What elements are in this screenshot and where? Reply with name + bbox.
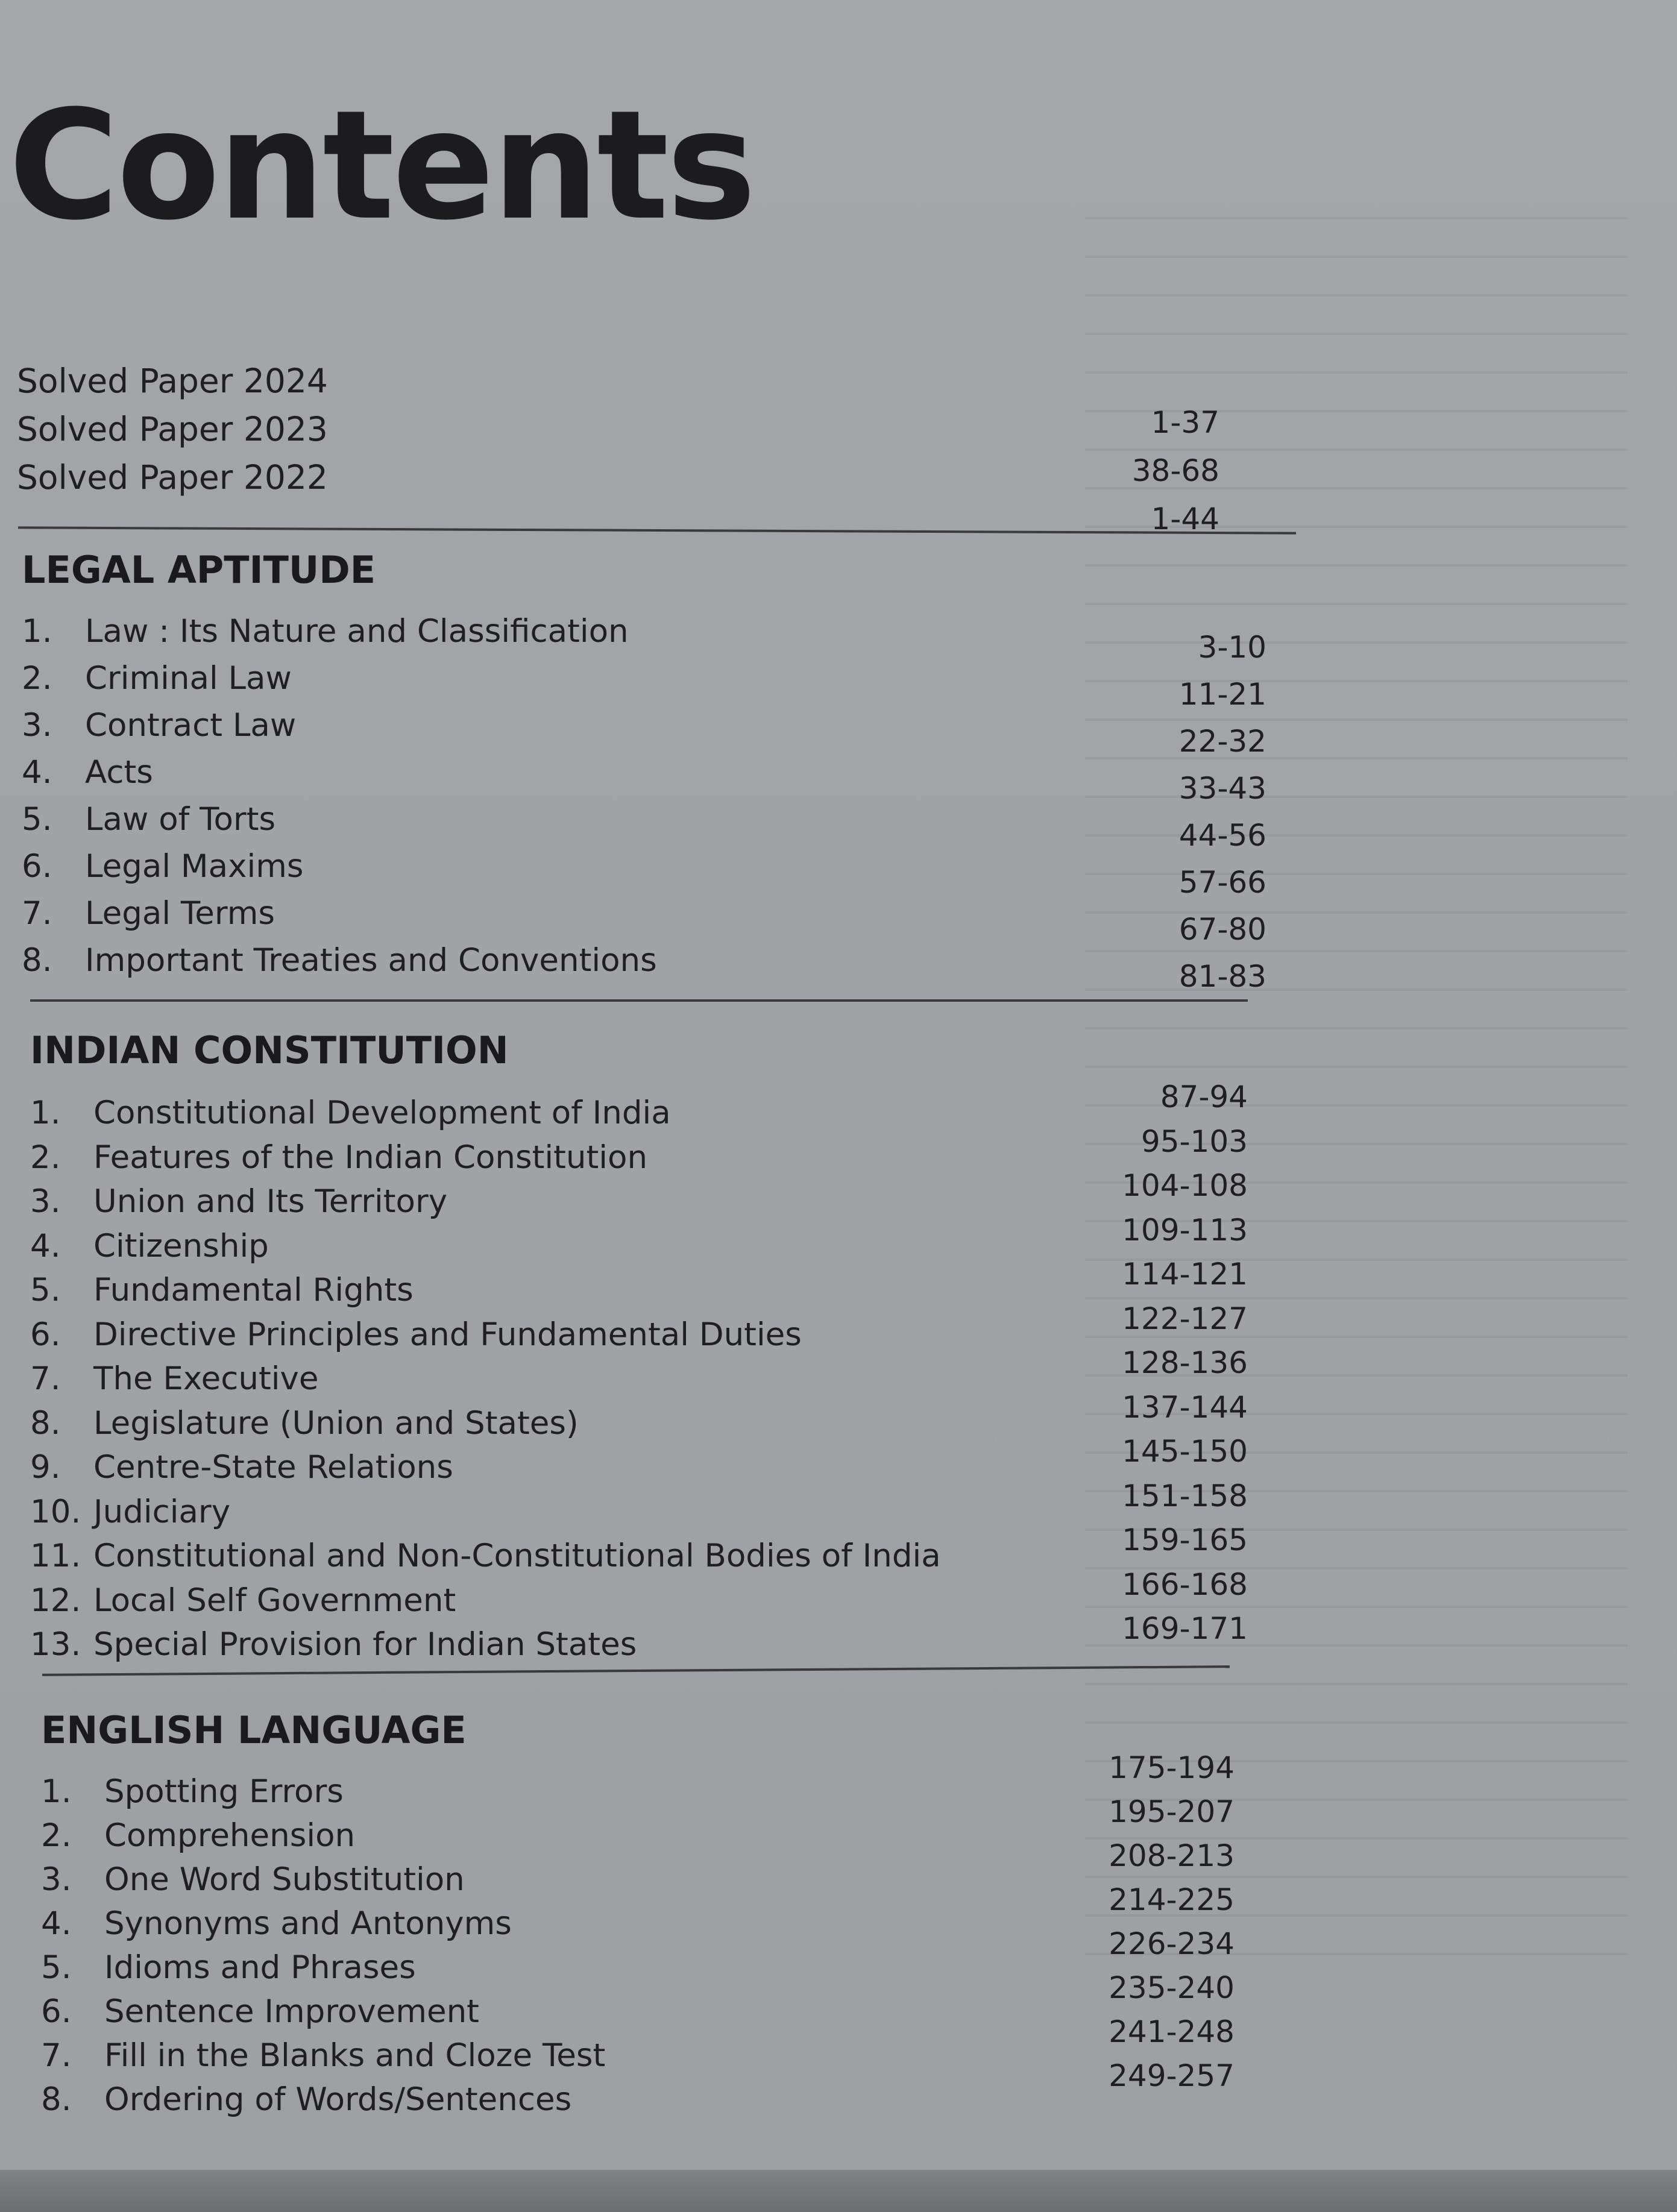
chapter-pages: 33-43 — [1178, 771, 1266, 806]
chapter-title: Acts — [85, 754, 153, 791]
chapter-item — [41, 2058, 1307, 2125]
chapter-item — [30, 1257, 1296, 1316]
chapter-number: 3. — [22, 707, 52, 744]
chapter-pages: 249-257 — [1109, 2058, 1235, 2093]
chapter-item — [22, 895, 1288, 947]
chapter-pages: 137-144 — [1122, 1389, 1248, 1425]
chapter-pages: 241-248 — [1109, 2014, 1235, 2049]
chapter-number: 5. — [22, 801, 52, 838]
chapter-number: 1. — [41, 1773, 72, 1810]
chapter-title: Features of the Indian Constitution — [93, 1139, 648, 1176]
chapter-item — [30, 1566, 1296, 1627]
chapter-number: 2. — [41, 1817, 72, 1854]
chapter-pages: 122-127 — [1122, 1301, 1248, 1336]
chapter-title: Union and Its Territory — [93, 1183, 448, 1220]
chapter-title: Constitutional and Non-Constitutional Bodies of India — [93, 1538, 941, 1574]
chapter-item — [22, 942, 1288, 994]
chapter-title: One Word Substitution — [104, 1861, 465, 1898]
chapter-pages: 169-171 — [1122, 1611, 1248, 1646]
chapter-item — [30, 1123, 1296, 1184]
section-english-language — [41, 1708, 1307, 2125]
chapter-pages: 235-240 — [1109, 1970, 1235, 2005]
chapter-title: Constitutional Development of India — [93, 1095, 671, 1131]
chapter-item — [30, 1522, 1296, 1582]
chapter-item — [22, 707, 1288, 759]
chapter-title: Centre-State Relations — [93, 1449, 453, 1486]
chapter-number: 1. — [22, 613, 52, 650]
chapter-title: Ordering of Words/Sentences — [104, 2081, 572, 2118]
chapter-number: 8. — [41, 2081, 72, 2118]
chapter-item — [30, 1478, 1296, 1538]
chapter-pages: 81-83 — [1178, 959, 1266, 994]
chapter-number: 1. — [30, 1095, 61, 1131]
solved-paper-pages: 38-68 — [1131, 453, 1219, 488]
chapter-list — [30, 1079, 1296, 1671]
chapter-title: Contract Law — [85, 707, 297, 744]
chapter-title: Idioms and Phrases — [104, 1949, 416, 1986]
solved-paper-row — [17, 458, 1283, 536]
page-title: Contents — [8, 78, 754, 253]
chapter-title: Legislature (Union and States) — [93, 1404, 579, 1442]
chapter-number: 2. — [30, 1139, 61, 1176]
chapter-item — [30, 1168, 1296, 1228]
chapter-item — [22, 613, 1288, 665]
chapter-number: 6. — [30, 1316, 61, 1353]
chapter-number: 12. — [30, 1582, 81, 1619]
chapter-title: Judiciary — [93, 1493, 231, 1530]
chapter-item — [22, 754, 1288, 806]
chapter-pages: 195-207 — [1109, 1794, 1235, 1829]
chapter-number: 6. — [22, 848, 52, 885]
chapter-item — [22, 660, 1288, 712]
chapter-title: Fill in the Blanks and Cloze Test — [104, 2037, 606, 2074]
chapter-number: 9. — [30, 1449, 61, 1486]
chapter-item — [30, 1611, 1296, 1671]
chapter-number: 7. — [22, 895, 52, 932]
chapter-number: 13. — [30, 1626, 81, 1663]
chapter-pages: 159-165 — [1122, 1522, 1248, 1557]
chapter-title: Fundamental Rights — [93, 1272, 414, 1309]
chapter-title: Synonyms and Antonyms — [104, 1905, 512, 1942]
chapter-title: Special Provision for Indian States — [93, 1626, 637, 1663]
chapter-number: 3. — [41, 1861, 72, 1898]
solved-papers-list — [17, 362, 1283, 536]
chapter-number: 8. — [22, 942, 52, 979]
chapter-pages: 175-194 — [1109, 1750, 1235, 1785]
chapter-number: 10. — [30, 1493, 81, 1530]
chapter-number: 8. — [30, 1404, 61, 1442]
chapter-title: Citizenship — [93, 1227, 269, 1265]
section-title: ENGLISH LANGUAGE — [41, 1708, 467, 1752]
solved-paper-pages: 1-44 — [1151, 501, 1219, 536]
chapter-number: 4. — [22, 754, 52, 791]
solved-paper-name: Solved Paper 2023 — [17, 410, 328, 448]
chapter-item — [22, 848, 1288, 900]
chapter-pages: 128-136 — [1122, 1345, 1248, 1380]
chapter-number: 2. — [22, 660, 52, 697]
chapter-item — [30, 1345, 1296, 1405]
chapter-number: 3. — [30, 1183, 61, 1220]
chapter-pages: 87-94 — [1160, 1079, 1248, 1114]
chapter-pages: 22-32 — [1178, 724, 1266, 759]
chapter-pages: 44-56 — [1178, 818, 1266, 853]
chapter-pages: 226-234 — [1109, 1926, 1235, 1961]
chapter-title: Spotting Errors — [104, 1773, 344, 1810]
chapter-pages: 208-213 — [1109, 1838, 1235, 1873]
chapter-number: 5. — [41, 1949, 72, 1986]
chapter-title: Sentence Improvement — [104, 1993, 479, 2030]
section-title: LEGAL APTITUDE — [22, 548, 376, 592]
chapter-title: Comprehension — [104, 1817, 356, 1854]
chapter-title: Law : Its Nature and Classification — [85, 613, 629, 650]
chapter-item — [30, 1212, 1296, 1272]
chapter-title: Law of Torts — [85, 801, 276, 838]
chapter-pages: 104-108 — [1122, 1168, 1248, 1203]
chapter-number: 11. — [30, 1538, 81, 1574]
chapter-item — [30, 1434, 1296, 1494]
chapter-number: 5. — [30, 1272, 61, 1309]
page-bottom-edge — [0, 2170, 1677, 2212]
chapter-pages: 214-225 — [1109, 1882, 1235, 1917]
chapter-pages: 151-158 — [1122, 1478, 1248, 1513]
chapter-title: Important Treaties and Conventions — [85, 942, 657, 979]
chapter-title: Legal Terms — [85, 895, 275, 932]
chapter-pages: 145-150 — [1122, 1434, 1248, 1469]
chapter-list — [22, 613, 1288, 994]
solved-paper-name: Solved Paper 2024 — [17, 362, 328, 400]
chapter-item — [30, 1079, 1296, 1139]
chapter-pages: 95-103 — [1141, 1123, 1248, 1159]
chapter-title: Legal Maxims — [85, 848, 304, 885]
chapter-item — [30, 1301, 1296, 1361]
chapter-number: 4. — [30, 1227, 61, 1265]
section-divider — [30, 999, 1248, 1002]
chapter-list — [41, 1750, 1307, 2125]
solved-paper-name: Solved Paper 2022 — [17, 458, 328, 497]
chapter-number: 7. — [30, 1360, 61, 1397]
chapter-pages: 57-66 — [1178, 865, 1266, 900]
chapter-item — [30, 1389, 1296, 1450]
chapter-title: Criminal Law — [85, 660, 292, 697]
section-indian-constitution — [30, 1028, 1296, 1671]
chapter-number: 7. — [41, 2037, 72, 2074]
chapter-pages: 109-113 — [1122, 1212, 1248, 1248]
chapter-item — [22, 801, 1288, 853]
chapter-title: Local Self Government — [93, 1582, 456, 1619]
chapter-number: 6. — [41, 1993, 72, 2030]
chapter-pages: 114-121 — [1122, 1257, 1248, 1292]
solved-paper-pages: 1-37 — [1151, 405, 1219, 440]
section-legal-aptitude — [22, 548, 1288, 994]
chapter-title: The Executive — [93, 1360, 319, 1397]
chapter-pages: 3-10 — [1198, 630, 1266, 665]
chapter-number: 4. — [41, 1905, 72, 1942]
chapter-pages: 166-168 — [1122, 1566, 1248, 1602]
chapter-pages: 67-80 — [1178, 912, 1266, 947]
chapter-title: Directive Principles and Fundamental Duties — [93, 1316, 802, 1353]
chapter-pages: 11-21 — [1178, 677, 1266, 712]
section-title: INDIAN CONSTITUTION — [30, 1028, 509, 1072]
